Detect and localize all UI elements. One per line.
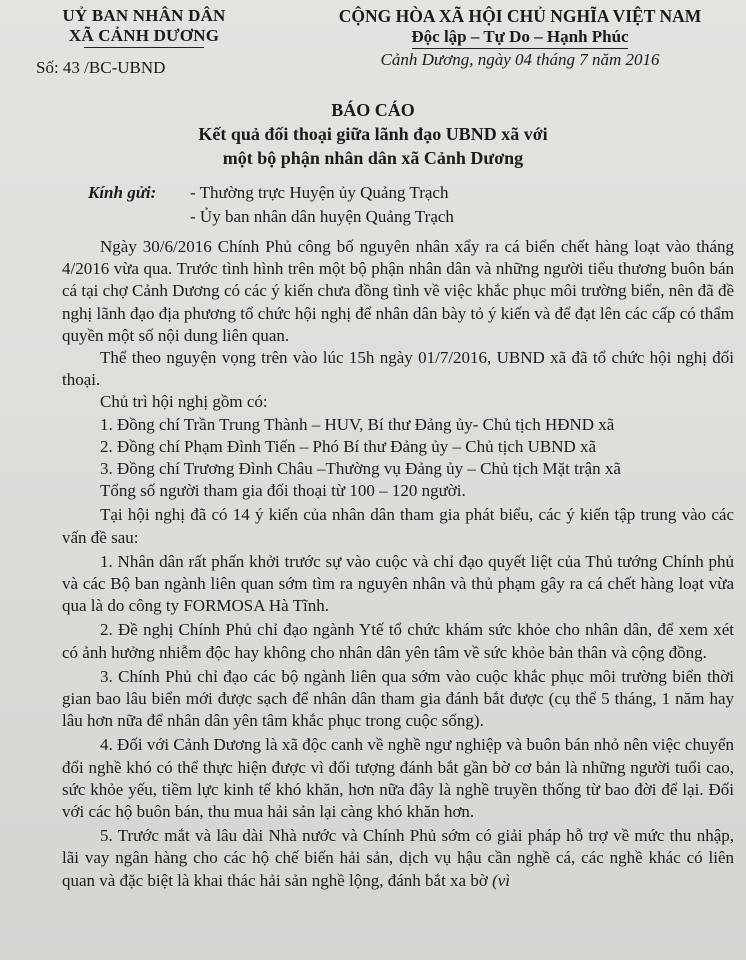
agency-underline	[84, 47, 204, 48]
national-header	[300, 6, 740, 71]
paragraph-opinions-intro: Tại hội nghị đã có 14 ý kiến của nhân dân tham gia phát biểu, các ý kiến tập trung vào các vấn đề sau:	[62, 505, 734, 547]
recipient-1: - Thường trực Huyện ủy Quảng Trạch	[190, 183, 449, 202]
report-title	[0, 98, 746, 170]
paragraph-chairs-intro: Chủ trì hội nghị gồm có:	[100, 392, 268, 412]
paragraph-dialogue: Thể theo nguyện vọng trên vào lúc 15h ngày 01/7/2016, UBND xã đã tổ chức hội nghị đối thoại.	[62, 348, 734, 390]
opinion-2: 2. Đề nghị Chính Phủ chỉ đạo ngành Ytế tổ chức khám sức khỏe cho nhân dân, để xem xét có ảnh hưởng nhiễm độc hay không cho nhân dân yên tâm về sức khỏe bản thân và cộng đồng.	[62, 620, 734, 662]
agency-line-2: XÃ CẢNH DƯƠNG	[68, 26, 220, 45]
document-number: Số: 43 /BC-UBND	[36, 58, 166, 77]
recipients	[88, 181, 454, 229]
issuing-agency	[14, 6, 274, 48]
title-subtitle-1: Kết quả đối thoại giữa lãnh đạo UBND xã với	[198, 124, 548, 144]
opinion-3: 3. Chính Phủ chỉ đạo các bộ ngành liên qua sớm vào cuộc khắc phục môi trường biển thời gian bao lâu biển mới được sạch để nhân dân tham gia đánh bắt được (cụ thể 5 tháng, 1 năm hay lâu hơn nữa để nhân dân yên tâm khắc phục trong cuộc sống).	[62, 666, 734, 731]
chair-2: 2. Đồng chí Phạm Đình Tiến – Phó Bí thư Đảng ủy – Chủ tịch UBND xã	[100, 436, 597, 456]
title-main: BÁO CÁO	[331, 100, 415, 120]
opinion-5-tail: (vì	[492, 870, 511, 890]
opinion-5-text: 5. Trước mắt và lâu dài Nhà nước và Chính Phủ sớm có giải pháp hỗ trợ về mức thu nhập, lãi vay ngân hàng cho các hộ chế biến hải sản, dịch vụ hậu cần nghề cá, các nghề khác có liên quan và đặc biệt là khai thác hải sản nghề lộng, đánh bắt xa bờ	[62, 826, 734, 890]
report-body	[62, 236, 734, 892]
title-subtitle-2: một bộ phận nhân dân xã Cảnh Dương	[222, 148, 524, 168]
national-title: CỘNG HÒA XÃ HỘI CHỦ NGHĨA VIỆT NAM	[338, 6, 702, 26]
paragraph-intro: Ngày 30/6/2016 Chính Phủ công bố nguyên nhân xẩy ra cá biển chết hàng loạt vào tháng 4/2016 vừa qua. Trước tình hình trên một bộ phận nhân dân và những người tiểu thương buôn bán cá tại chợ Cảnh Dương có các ý kiến chưa đồng tình về việc khắc phục môi trường biển, nên đã đề nghị lãnh đạo địa phương tổ chức hội nghị để nhân dân bày tỏ ý kiến và để đạt lên các cấp có thẩm quyền một số nội dung liên quan.	[62, 237, 734, 345]
national-motto: Độc lập – Tự Do – Hạnh Phúc	[411, 27, 629, 46]
opinion-4: 4. Đối với Cảnh Dương là xã độc canh về nghề ngư nghiệp và buôn bán nhỏ nên việc chuyển đổi nghề khó có thể thực hiện được vì đối tượng đánh bắt gần bờ cơ bản là những người tuổi cao, sức khỏe yếu, tiềm lực kinh tế khó khăn, hơn nữa đây là nghề truyền thống từ bao đời để lại. Đối với các hộ buôn bán, thu mua hải sản lại càng khó khăn hơn.	[62, 735, 734, 822]
date-line: Cảnh Dương, ngày 04 tháng 7 năm 2016	[380, 50, 660, 69]
paragraph-attendance: Tổng số người tham gia đối thoại từ 100 – 120 người.	[100, 481, 466, 501]
opinion-5	[62, 825, 734, 892]
agency-line-1: UỶ BAN NHÂN DÂN	[62, 6, 226, 25]
chair-3: 3. Đồng chí Trương Đình Châu –Thường vụ Đảng ủy – Chủ tịch Mặt trận xã	[100, 459, 621, 479]
recipients-label: Kính gửi:	[88, 183, 157, 202]
recipient-2: - Ủy ban nhân dân huyện Quảng Trạch	[190, 207, 454, 226]
chair-1: 1. Đồng chí Trần Trung Thành – HUV, Bí thư Đảng ủy- Chủ tịch HĐND xã	[100, 414, 615, 434]
opinion-1: 1. Nhân dân rất phấn khởi trước sự vào cuộc và chỉ đạo quyết liệt của Thủ tướng Chính phủ và các Bộ ban ngành liên quan sớm tìm ra nguyên nhân và thủ phạm gây ra cá chết hàng loạt vừa qua là do công ty FORMOSA Hà Tĩnh.	[62, 551, 734, 616]
